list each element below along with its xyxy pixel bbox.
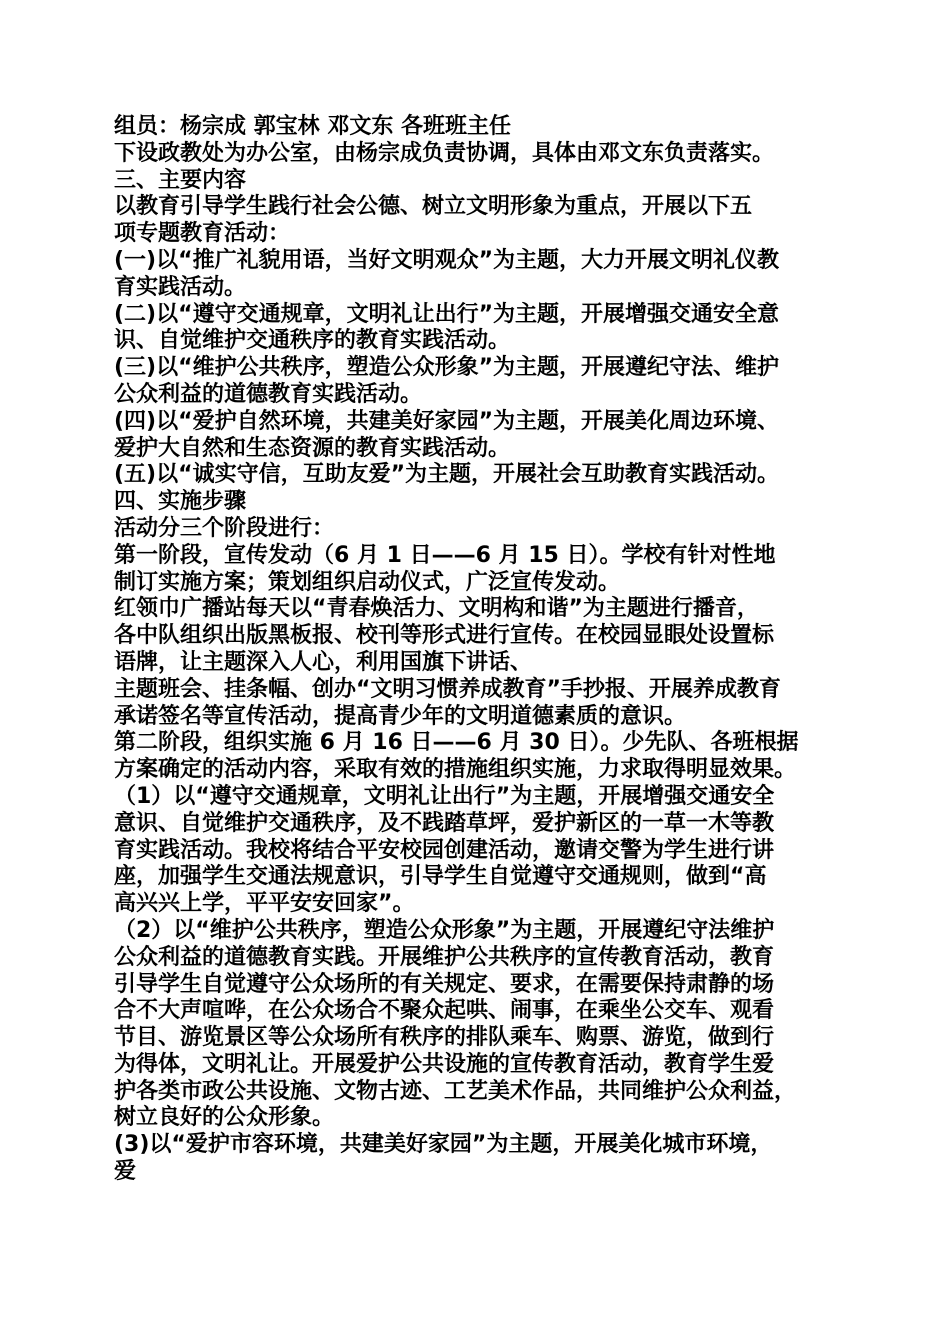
text-line: 识、自觉维护交通秩序的教育实践活动。 <box>114 328 511 354</box>
text-line: 组员：杨宗成 郭宝林 邓文东 各班班主任 <box>114 114 511 139</box>
text-line: 节目、游览景区等公众场所有秩序的排队乘车、购票、游览，做到行 <box>114 1025 775 1051</box>
document-page <box>114 114 854 1186</box>
section-heading: 三、主要内容 <box>114 167 247 193</box>
text-line: （2）以“维护公共秩序，塑造公众形象”为主题，开展遵纪守法维护 <box>114 917 775 943</box>
text-line: 项专题教育活动： <box>114 221 291 247</box>
text-line: 树立良好的公众形象。 <box>114 1105 335 1131</box>
section-heading: 四、实施步骤 <box>114 489 247 515</box>
text-line: 方案确定的活动内容，采取有效的措施组织实施，力求取得明显效果。 <box>114 757 797 783</box>
text-line: 为得体，文明礼让。开展爱护公共设施的宣传教育活动，教育学生爱 <box>114 1051 775 1077</box>
text-line: 红领巾广播站每天以“青春焕活力、文明构和谐”为主题进行播音， <box>114 596 759 622</box>
text-line: 爱护大自然和生态资源的教育实践活动。 <box>114 435 511 461</box>
text-line: 承诺签名等宣传活动，提高青少年的文明道德素质的意识。 <box>114 703 687 729</box>
text-line: 第一阶段，宣传发动（6 月 1 日——6 月 15 日）。学校有针对性地 <box>114 542 776 568</box>
text-line: 爱 <box>114 1159 137 1185</box>
text-line: (四)以“爱护自然环境，共建美好家园”为主题，开展美化周边环境、 <box>114 408 780 434</box>
text-line: (三)以“维护公共秩序，塑造公众形象”为主题，开展遵纪守法、维护 <box>114 355 780 381</box>
text-line: 制订实施方案；策划组织启动仪式，广泛宣传发动。 <box>114 569 621 595</box>
text-line: 座，加强学生交通法规意识，引导学生自觉遵守交通规则，做到“高 <box>114 864 767 890</box>
text-line: 以教育引导学生践行社会公德、树立文明形象为重点，开展以下五 <box>114 194 753 220</box>
text-line: 各中队组织出版黑板报、校刊等形式进行宣传。在校园显眼处设置标 <box>114 623 775 649</box>
text-line: 语牌，让主题深入人心，利用国旗下讲话、 <box>114 649 533 675</box>
text-line: 主题班会、挂条幅、创办“文明习惯养成教育”手抄报、开展养成教育 <box>114 676 781 702</box>
text-line: 护各类市政公共设施、文物古迹、工艺美术作品，共同维护公众利益， <box>114 1078 797 1104</box>
text-line: (二)以“遵守交通规章，文明礼让出行”为主题，开展增强交通安全意 <box>114 301 780 327</box>
text-line: 公众利益的道德教育实践。开展维护公共秩序的宣传教育活动，教育 <box>114 944 775 970</box>
text-line: 高兴兴上学，平平安安回家”。 <box>114 891 415 917</box>
text-line: 意识、自觉维护交通秩序，及不践踏草坪，爱护新区的一草一木等教 <box>114 810 775 836</box>
text-line: 活动分三个阶段进行： <box>114 515 335 541</box>
text-line: (一)以“推广礼貌用语，当好文明观众”为主题，大力开展文明礼仪教 <box>114 247 780 273</box>
text-line: (五)以“诚实守信，互助友爱”为主题，开展社会互助教育实践活动。 <box>114 462 780 488</box>
text-line: 第二阶段，组织实施 6 月 16 日——6 月 30 日）。少先队、各班根据 <box>114 730 799 756</box>
text-line: 育实践活动。 <box>114 274 247 300</box>
text-line: (3)以“爱护市容环境，共建美好家园”为主题，开展美化城市环境， <box>114 1132 773 1158</box>
text-line: （1）以“遵守交通规章，文明礼让出行”为主题，开展增强交通安全 <box>114 783 775 809</box>
text-line: 引导学生自觉遵守公众场所的有关规定、要求，在需要保持肃静的场 <box>114 971 775 997</box>
text-line: 育实践活动。我校将结合平安校园创建活动，邀请交警为学生进行讲 <box>114 837 775 863</box>
text-line: 合不大声喧哗，在公众场合不聚众起哄、闹事，在乘坐公交车、观看 <box>114 998 775 1024</box>
text-line: 公众利益的道德教育实践活动。 <box>114 381 423 407</box>
text-line: 下设政教处为办公室，由杨宗成负责协调，具体由邓文东负责落实。 <box>114 140 775 166</box>
